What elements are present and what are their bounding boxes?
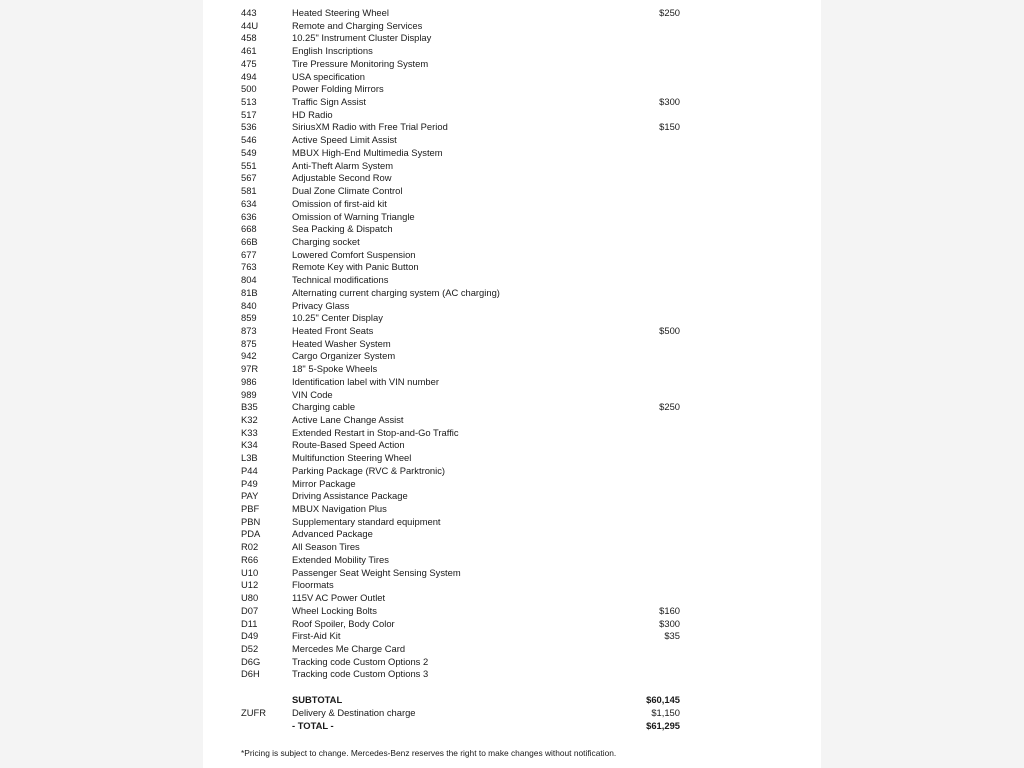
option-description: Lowered Comfort Suspension <box>292 248 416 260</box>
option-row <box>203 567 821 580</box>
totals-section <box>203 694 821 732</box>
option-row <box>203 325 821 338</box>
option-description: Sea Packing & Dispatch <box>292 223 393 235</box>
option-code: 517 <box>241 108 257 120</box>
option-row <box>203 427 821 440</box>
option-description: Remote and Charging Services <box>292 19 423 31</box>
option-price: $500 <box>659 324 680 336</box>
option-price: $35 <box>664 630 680 642</box>
option-code: R66 <box>241 553 259 565</box>
delivery-label: Delivery & Destination charge <box>292 706 416 718</box>
option-code: 859 <box>241 312 257 324</box>
option-code: 461 <box>241 45 257 57</box>
option-row <box>203 83 821 96</box>
option-description: Mirror Package <box>292 477 356 489</box>
option-row <box>203 439 821 452</box>
option-code: PAY <box>241 490 259 502</box>
option-row <box>203 121 821 134</box>
subtotal-row <box>203 694 821 707</box>
option-code: K33 <box>241 426 258 438</box>
option-row <box>203 312 821 325</box>
option-description: 18" 5-Spoke Wheels <box>292 363 378 375</box>
option-code: B35 <box>241 401 258 413</box>
option-description: Supplementary standard equipment <box>292 515 441 527</box>
option-row <box>203 592 821 605</box>
option-code: 581 <box>241 185 257 197</box>
delivery-code: ZUFR <box>241 706 266 718</box>
option-price: $250 <box>659 401 680 413</box>
option-description: HD Radio <box>292 108 333 120</box>
option-description: 10.25" Instrument Cluster Display <box>292 32 432 44</box>
option-row <box>203 223 821 236</box>
option-row <box>203 274 821 287</box>
delivery-value: $1,150 <box>651 706 680 718</box>
option-row <box>203 605 821 618</box>
option-code: 942 <box>241 350 257 362</box>
option-code: PDA <box>241 528 261 540</box>
option-code: P49 <box>241 477 258 489</box>
option-code: 840 <box>241 299 257 311</box>
option-row <box>203 554 821 567</box>
option-description: Passenger Seat Weight Sensing System <box>292 566 461 578</box>
option-description: Heated Washer System <box>292 337 391 349</box>
option-row <box>203 630 821 643</box>
option-description: Dual Zone Climate Control <box>292 185 403 197</box>
option-code: 536 <box>241 121 257 133</box>
option-description: First-Aid Kit <box>292 630 341 642</box>
delivery-row <box>203 707 821 720</box>
option-description: Omission of Warning Triangle <box>292 210 415 222</box>
option-row <box>203 71 821 84</box>
option-description: Heated Steering Wheel <box>292 7 389 18</box>
option-row <box>203 490 821 503</box>
option-row <box>203 643 821 656</box>
option-code: D49 <box>241 630 259 642</box>
option-description: Traffic Sign Assist <box>292 96 366 108</box>
option-code: D52 <box>241 642 259 654</box>
option-code: 500 <box>241 83 257 95</box>
option-code: U80 <box>241 592 259 604</box>
option-code: 875 <box>241 337 257 349</box>
option-description: Adjustable Second Row <box>292 172 392 184</box>
option-code: U10 <box>241 566 259 578</box>
option-description: Advanced Package <box>292 528 373 540</box>
option-row <box>203 503 821 516</box>
option-code: 989 <box>241 388 257 400</box>
option-code: 513 <box>241 96 257 108</box>
option-row <box>203 452 821 465</box>
option-description: Extended Mobility Tires <box>292 553 389 565</box>
option-row <box>203 198 821 211</box>
total-value: $61,295 <box>646 719 680 731</box>
option-description: Alternating current charging system (AC charging) <box>292 286 500 298</box>
option-description: Charging socket <box>292 235 360 247</box>
option-row <box>203 32 821 45</box>
option-row <box>203 134 821 147</box>
option-price: $300 <box>659 617 680 629</box>
option-description: All Season Tires <box>292 541 360 553</box>
option-row <box>203 579 821 592</box>
option-row <box>203 160 821 173</box>
option-row <box>203 528 821 541</box>
option-description: MBUX Navigation Plus <box>292 503 387 515</box>
option-description: Omission of first-aid kit <box>292 197 387 209</box>
option-description: Charging cable <box>292 401 356 413</box>
option-code: PBF <box>241 503 260 515</box>
option-row <box>203 414 821 427</box>
option-code: D07 <box>241 604 259 616</box>
option-code: D6G <box>241 655 261 667</box>
option-row <box>203 516 821 529</box>
option-description: 115V AC Power Outlet <box>292 592 386 604</box>
option-code: 81B <box>241 286 258 298</box>
option-row <box>203 618 821 631</box>
option-description: 10.25" Center Display <box>292 312 383 324</box>
option-code: 66B <box>241 235 258 247</box>
option-row <box>203 172 821 185</box>
option-row <box>203 45 821 58</box>
option-description: SiriusXM Radio with Free Trial Period <box>292 121 448 133</box>
subtotal-value: $60,145 <box>646 694 680 705</box>
option-code: 677 <box>241 248 257 260</box>
option-row <box>203 185 821 198</box>
option-code: 443 <box>241 7 257 18</box>
option-description: Privacy Glass <box>292 299 350 311</box>
option-row <box>203 401 821 414</box>
option-code: 549 <box>241 146 257 158</box>
option-price: $300 <box>659 96 680 108</box>
option-price: $250 <box>659 7 680 18</box>
option-row <box>203 249 821 262</box>
option-row <box>203 656 821 669</box>
option-description: Floormats <box>292 579 334 591</box>
option-code: 986 <box>241 375 257 387</box>
option-row <box>203 7 821 20</box>
option-description: Roof Spoiler, Body Color <box>292 617 395 629</box>
option-description: Wheel Locking Bolts <box>292 604 377 616</box>
option-code: 494 <box>241 70 257 82</box>
option-description: Power Folding Mirrors <box>292 83 384 95</box>
option-price: $150 <box>659 121 680 133</box>
option-row <box>203 350 821 363</box>
option-description: Tracking code Custom Options 3 <box>292 668 429 680</box>
option-row <box>203 668 821 681</box>
option-row <box>203 338 821 351</box>
option-row <box>203 541 821 554</box>
option-description: Mercedes Me Charge Card <box>292 642 406 654</box>
option-code: 567 <box>241 172 257 184</box>
option-row <box>203 376 821 389</box>
option-code: PBN <box>241 515 261 527</box>
option-code: 873 <box>241 324 257 336</box>
option-code: R02 <box>241 541 259 553</box>
option-row <box>203 300 821 313</box>
option-row <box>203 58 821 71</box>
option-description: Anti-Theft Alarm System <box>292 159 394 171</box>
option-row <box>203 389 821 402</box>
option-description: Remote Key with Panic Button <box>292 261 419 273</box>
option-description: Extended Restart in Stop-and-Go Traffic <box>292 426 459 438</box>
option-description: Technical modifications <box>292 274 389 286</box>
option-description: Heated Front Seats <box>292 324 374 336</box>
option-description: Identification label with VIN number <box>292 375 439 387</box>
option-code: 546 <box>241 134 257 146</box>
total-row <box>203 720 821 733</box>
option-row <box>203 211 821 224</box>
option-code: K32 <box>241 414 258 425</box>
option-description: Tire Pressure Monitoring System <box>292 57 429 69</box>
option-code: D11 <box>241 617 258 629</box>
price-sheet-page <box>203 0 821 768</box>
subtotal-label: SUBTOTAL <box>292 694 343 705</box>
option-code: 97R <box>241 363 259 375</box>
option-row <box>203 109 821 122</box>
option-description: Route-Based Speed Action <box>292 439 405 451</box>
total-label: - TOTAL - <box>292 719 334 731</box>
option-price: $160 <box>659 604 680 616</box>
option-code: 551 <box>241 159 257 171</box>
option-row <box>203 261 821 274</box>
option-row <box>203 465 821 478</box>
option-code: L3B <box>241 452 258 464</box>
option-code: 475 <box>241 57 257 69</box>
option-code: 804 <box>241 274 257 286</box>
option-row <box>203 96 821 109</box>
option-description: Active Lane Change Assist <box>292 414 404 425</box>
option-row <box>203 236 821 249</box>
option-code: 458 <box>241 32 257 44</box>
option-code: 763 <box>241 261 257 273</box>
option-code: K34 <box>241 439 258 451</box>
option-row <box>203 20 821 33</box>
option-description: Tracking code Custom Options 2 <box>292 655 429 667</box>
option-description: MBUX High-End Multimedia System <box>292 146 443 158</box>
option-description: Cargo Organizer System <box>292 350 396 362</box>
option-row <box>203 478 821 491</box>
option-code: U12 <box>241 579 259 591</box>
option-code: 634 <box>241 197 257 209</box>
option-code: 44U <box>241 19 259 31</box>
option-description: USA specification <box>292 70 365 82</box>
pricing-footnote: *Pricing is subject to change. Mercedes-Benz reserves the right to make changes without notification. <box>241 748 617 758</box>
option-description: Multifunction Steering Wheel <box>292 452 412 464</box>
option-code: P44 <box>241 464 258 476</box>
option-description: Driving Assistance Package <box>292 490 408 502</box>
option-description: VIN Code <box>292 388 333 400</box>
option-row <box>203 287 821 300</box>
option-description: Active Speed Limit Assist <box>292 134 397 146</box>
option-code: 668 <box>241 223 257 235</box>
option-description: English Inscriptions <box>292 45 373 57</box>
option-code: 636 <box>241 210 257 222</box>
option-description: Parking Package (RVC & Parktronic) <box>292 464 446 476</box>
option-row <box>203 363 821 376</box>
option-code: D6H <box>241 668 260 680</box>
option-row <box>203 147 821 160</box>
options-list <box>203 7 821 681</box>
